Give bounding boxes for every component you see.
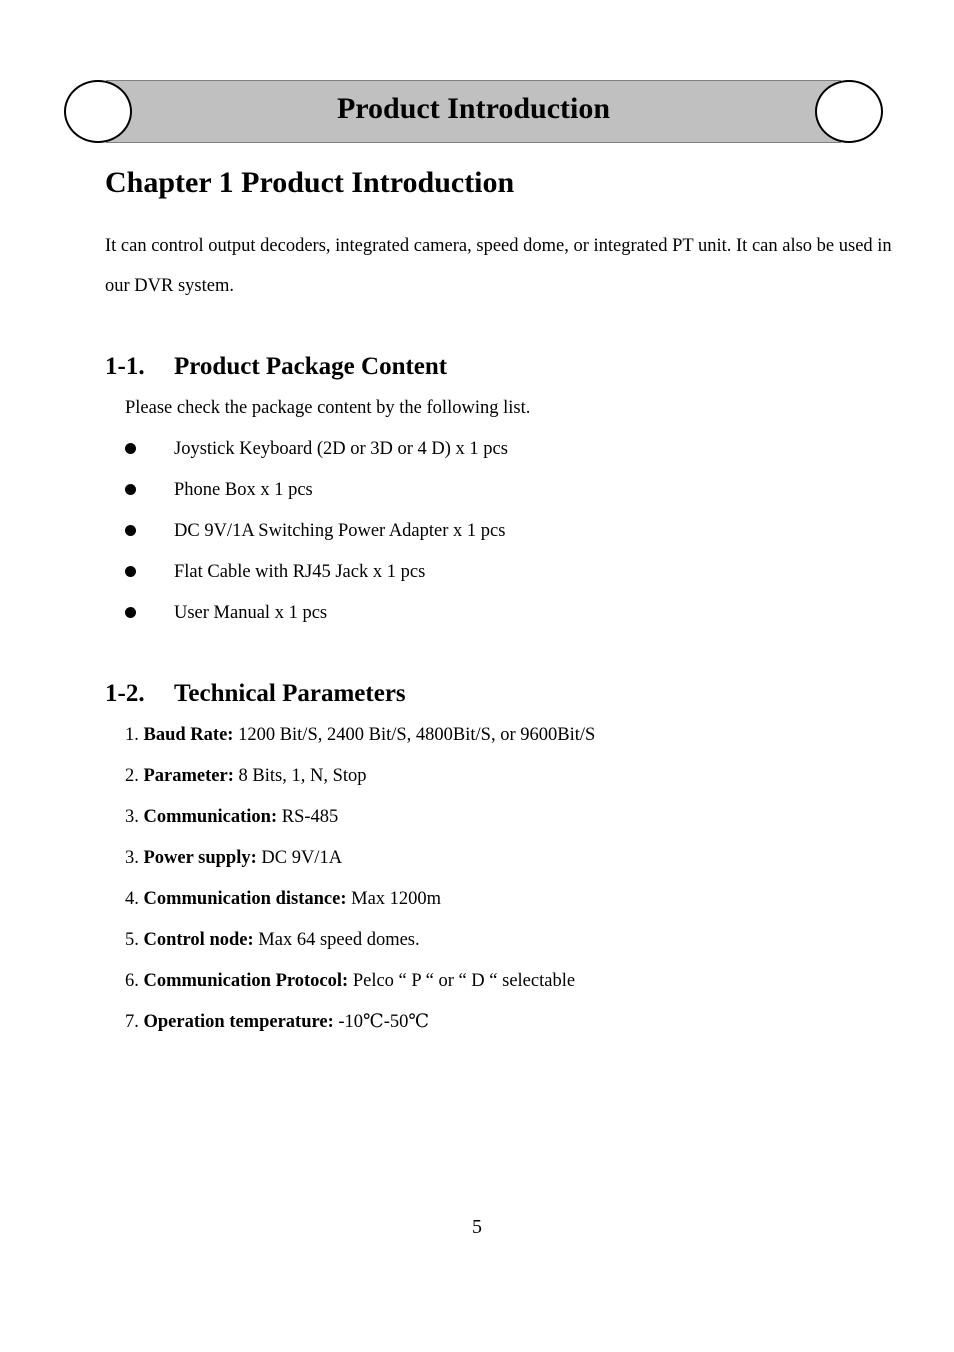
param-row [125, 723, 595, 747]
param-label: Communication Protocol: [143, 971, 349, 991]
banner-title: Product Introduction [336, 92, 611, 125]
param-index: 1. [125, 725, 139, 745]
param-row [125, 846, 342, 870]
param-label: Parameter: [143, 766, 234, 786]
list-item-text: Phone Box x 1 pcs [174, 480, 313, 500]
param-label: Communication: [143, 807, 278, 827]
chapter-title: Chapter 1 Product Introduction [105, 166, 515, 199]
param-index: 6. [125, 971, 139, 991]
bullet-dot-icon [125, 525, 136, 536]
param-value: -10℃-50℃ [338, 1012, 430, 1032]
section-title-package-content [105, 351, 447, 383]
section-number: 1-2. [105, 680, 145, 707]
page-header-banner [64, 80, 883, 143]
param-index: 3. [125, 807, 139, 827]
section-title-text: Product Package Content [174, 353, 448, 380]
bullet-dot-icon [125, 566, 136, 577]
param-label: Communication distance: [143, 889, 347, 909]
param-value: RS-485 [281, 807, 339, 827]
param-label: Power supply: [143, 848, 257, 868]
param-index: 7. [125, 1012, 139, 1032]
page-number: 5 [472, 1216, 482, 1238]
param-row [125, 805, 338, 829]
param-row [125, 764, 367, 788]
bullet-dot-icon [125, 607, 136, 618]
param-value: DC 9V/1A [261, 848, 343, 868]
param-row [125, 928, 420, 952]
bullet-dot-icon [125, 443, 136, 454]
param-value: 8 Bits, 1, N, Stop [238, 766, 367, 786]
param-value: Max 64 speed domes. [258, 930, 420, 950]
section-number: 1-1. [105, 353, 145, 380]
param-label: Operation temperature: [143, 1012, 334, 1032]
param-index: 4. [125, 889, 139, 909]
param-row [125, 969, 575, 993]
param-value: Pelco “ P “ or “ D “ selectable [352, 971, 576, 991]
package-lead-text: Please check the package content by the following list. [125, 398, 531, 418]
bullet-dot-icon [125, 484, 136, 495]
param-value: Max 1200m [351, 889, 442, 909]
param-label: Baud Rate: [143, 725, 234, 745]
param-index: 3. [125, 848, 139, 868]
list-item-text: Flat Cable with RJ45 Jack x 1 pcs [174, 562, 426, 582]
param-label: Control node: [143, 930, 254, 950]
intro-paragraph: It can control output decoders, integrated camera, speed dome, or integrated PT unit. It can also be used in our DVR system. [105, 236, 892, 296]
param-index: 5. [125, 930, 139, 950]
section-title-technical-parameters [105, 678, 406, 710]
list-item-text: User Manual x 1 pcs [174, 603, 328, 623]
param-row [125, 887, 441, 911]
param-row [125, 1010, 429, 1034]
list-item-text: Joystick Keyboard (2D or 3D or 4 D) x 1 pcs [174, 439, 508, 459]
section-title-text: Technical Parameters [174, 680, 406, 707]
param-value: 1200 Bit/S, 2400 Bit/S, 4800Bit/S, or 9600Bit/S [238, 725, 596, 745]
list-item-text: DC 9V/1A Switching Power Adapter x 1 pcs [174, 521, 506, 541]
param-index: 2. [125, 766, 139, 786]
